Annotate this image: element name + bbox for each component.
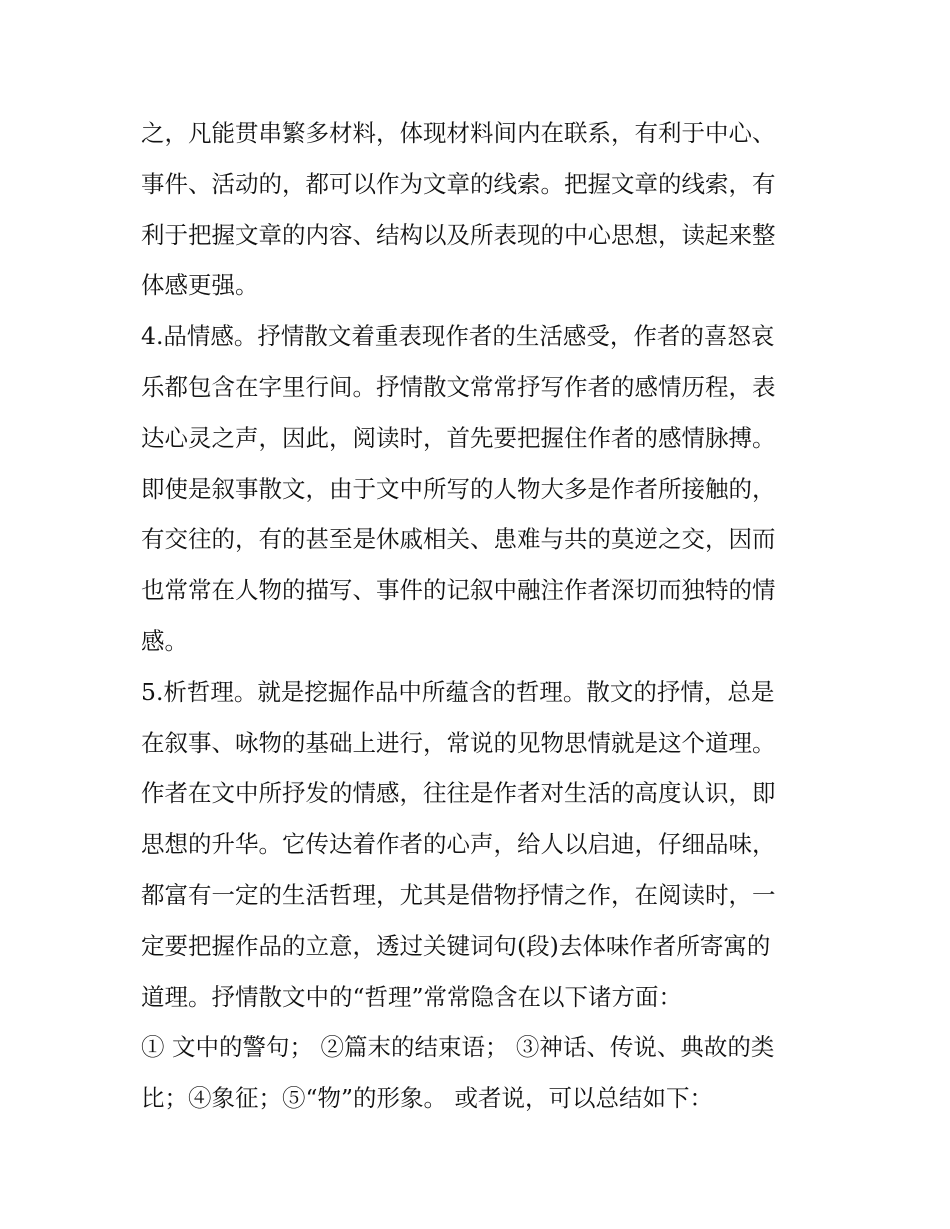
text-line: 达心灵之声，因此，阅读时，首先要把握住作者的感情脉搏。 — [141, 423, 776, 452]
text-line: 道理。抒情散文中的“哲理”常常隐含在以下诸方面： — [141, 982, 683, 1011]
text-line: 定要把握作品的立意，透过关键词句(段)去体味作者所寄寓的 — [141, 931, 771, 960]
text-line: 5.析哲理。就是挖掘作品中所蕴含的哲理。散文的抒情，总是 — [141, 677, 775, 706]
text-line: 作者在文中所抒发的情感，往往是作者对生活的高度认识，即 — [141, 779, 776, 808]
text-line: 体感更强。 — [141, 271, 259, 300]
text-line: 都富有一定的生活哲理，尤其是借物抒情之作，在阅读时，一 — [141, 880, 776, 909]
text-line: 4.品情感。抒情散文着重表现作者的生活感受，作者的喜怒哀 — [141, 322, 775, 351]
text-line: 利于把握文章的内容、结构以及所表现的中心思想，读起来整 — [141, 220, 776, 249]
text-line: ① 文中的警句； ②篇末的结束语； ③神话、传说、典故的类 — [141, 1033, 775, 1062]
text-line: 即使是叙事散文，由于文中所写的人物大多是作者所接触的， — [141, 474, 776, 503]
text-line: 思想的升华。它传达着作者的心声，给人以启迪，仔细品味， — [141, 830, 776, 859]
text-line: 感。 — [141, 626, 188, 655]
document-body — [141, 108, 813, 1124]
text-line: 乐都包含在字里行间。抒情散文常常抒写作者的感情历程，表 — [141, 372, 776, 401]
text-line: 在叙事、咏物的基础上进行，常说的见物思情就是这个道理。 — [141, 728, 776, 757]
text-line: 之，凡能贯串繁多材料，体现材料间内在联系，有利于中心、 — [141, 119, 776, 147]
text-line: 比；④象征；⑤“物”的形象。 或者说，可以总结如下： — [141, 1084, 713, 1113]
text-line: 事件、活动的，都可以作为文章的线索。把握文章的线索，有 — [141, 169, 776, 198]
text-line: 也常常在人物的描写、事件的记叙中融注作者深切而独特的情 — [141, 576, 776, 605]
text-line: 有交往的，有的甚至是休戚相关、患难与共的莫逆之交，因而 — [141, 525, 776, 554]
